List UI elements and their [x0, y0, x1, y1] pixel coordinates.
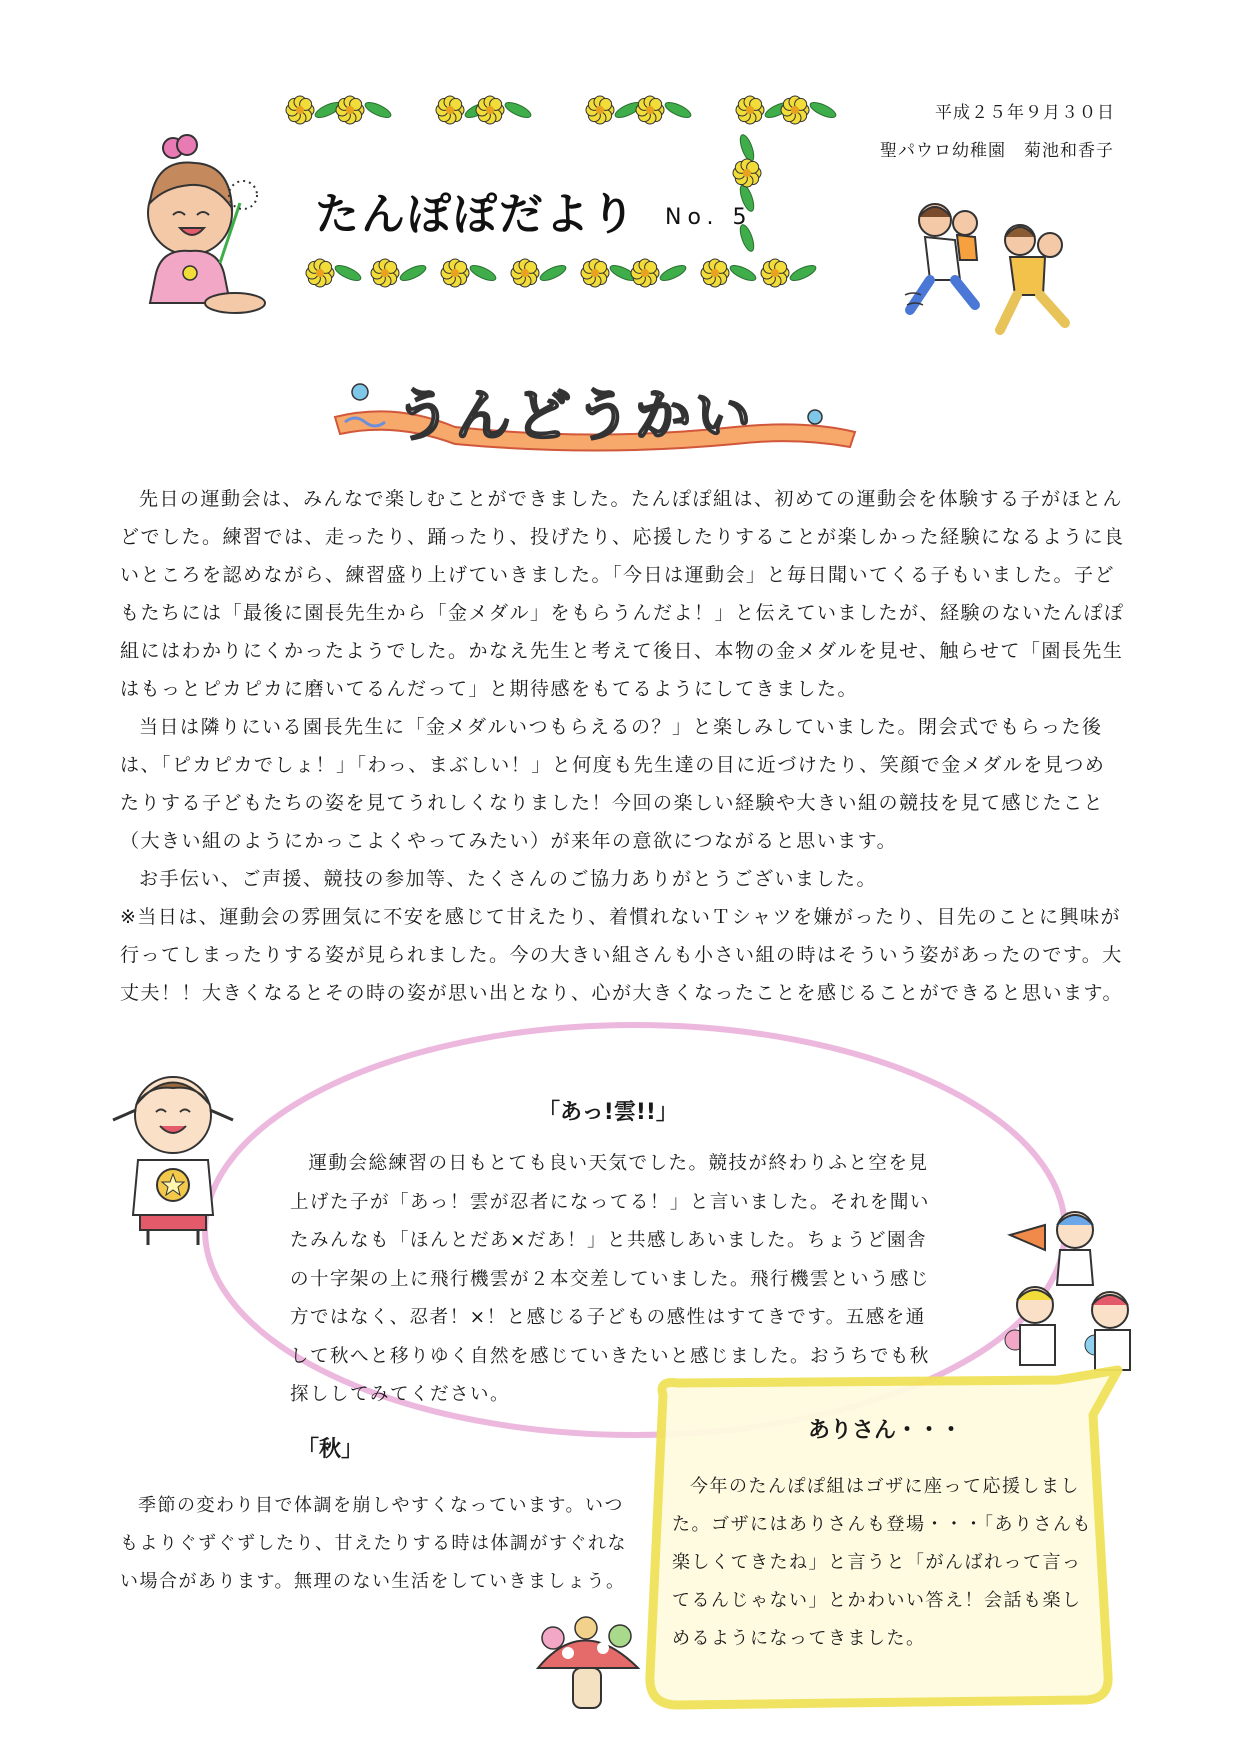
article-paragraph: 当日は隣りにいる園長先生に「金メダルいつもらえるの？」と楽しみしていました。閉会式でもらった後は、「ピカピカでしょ！」「わっ、まぶしい！」と何度も先生達の目に近づけたり、笑顔で金メダルを見つめたりする子どもたちの姿を見てうれしくなりました！今回の楽しい経験や大きい組の競技を見て感じたこと（大きい組のようにかっこよくやってみたい）が来年の意欲につながると思います。 — [120, 716, 1106, 852]
cloud-section-title: 「あっ!雲!!」 — [538, 1100, 678, 1125]
girl-with-dandelion-illustration — [148, 135, 265, 313]
leaf-icon — [333, 263, 363, 284]
leaf-icon — [538, 263, 568, 284]
cloud-section-text: 運動会総練習の日もとても良い天気でした。競技が終わりふと空を見上げた子が「あっ！雲が忍者になってる！」と言いました。それを聞いたみんなも「ほんとだあ×だあ！」と共感しあいました。ちょうど園舎の十字架の上に飛行機雲が２本交差していました。飛行機雲という感じ方ではなく、忍者！×！と感じる子どもの感性はすてきです。五感を通して秋へと移りゆく自然を感じていきたいと感じました。おうちでも秋探ししてみてください。 — [290, 1153, 931, 1405]
dandelion-flower-icon — [336, 96, 364, 124]
dandelion-flower-icon — [306, 259, 334, 287]
leaf-icon — [663, 100, 693, 121]
main-article — [120, 480, 1125, 1012]
author-line: 聖パウロ幼稚園 菊池和香子 — [880, 141, 1114, 161]
dandelion-flower-icon — [736, 96, 764, 124]
leaf-icon — [468, 263, 498, 284]
leaf-icon — [658, 263, 688, 284]
leaf-icon — [363, 100, 393, 121]
dandelion-flower-icon — [631, 259, 659, 287]
dandelion-flower-icon — [286, 96, 314, 124]
autumn-section-text: 季節の変わり目で体調を崩しやすくなっています。いつもよりぐずぐずしたり、甘えたりする時は体調がすぐれない場合があります。無理のない生活をしていきましょう。 — [120, 1495, 627, 1592]
parents-running-illustration — [905, 195, 1105, 345]
cheering-children-illustration — [995, 1195, 1145, 1385]
leaf-icon — [738, 133, 757, 163]
leaf-icon — [788, 263, 818, 284]
article-note: ※当日は、運動会の雰囲気に不安を感じて甘えたり、着慣れないＴシャツを嫌がったり、目先のことに興味が行ってしまったりする姿が見られました。今の大きい組さんも小さい組の時はそういう姿があったのです。大丈夫！！大きくなるとその時の姿が思い出となり、心が大きくなったことを感じることができると思います。 — [120, 906, 1123, 1004]
dandelion-flower-icon — [371, 259, 399, 287]
article-paragraph: お手伝い、ご声援、競技の参加等、たくさんのご協力ありがとうございました。 — [139, 868, 878, 890]
leaf-icon — [398, 263, 428, 284]
ants-section-title: ありさん・・・ — [808, 1418, 963, 1443]
leaf-icon — [503, 100, 533, 121]
issue-date: 平成２５年９月３０日 — [935, 103, 1115, 123]
autumn-section-title: 「秋」 — [297, 1437, 364, 1462]
autumn-section-body — [120, 1487, 640, 1601]
dandelion-flower-icon — [581, 259, 609, 287]
dandelion-flower-icon — [441, 259, 469, 287]
dandelion-flower-icon — [586, 96, 614, 124]
dandelion-flower-icon — [733, 159, 761, 187]
dandelion-flower-icon — [701, 259, 729, 287]
ants-section-text: 今年のたんぽぽ組はゴザに座って応援しました。ゴザにはありさんも登場・・・「ありさんも楽しくてきたね」と言うと「がんばれって言ってるんじゃない」とかわいい答え！会話も楽しめるようになってきました。 — [672, 1476, 1092, 1649]
dandelion-flower-icon — [436, 96, 464, 124]
dandelion-flower-icon — [781, 96, 809, 124]
dandelion-flower-icon — [476, 96, 504, 124]
dandelion-flower-icon — [636, 96, 664, 124]
dandelion-flower-icon — [761, 259, 789, 287]
article-paragraph: 先日の運動会は、みんなで楽しむことができました。たんぽぽ組は、初めての運動会を体験する子がほとんどでした。練習では、走ったり、踊ったり、投げたり、応援したりすることが楽しかった経験になるように良いところを認めながら、練習盛り上げていきました。「今日は運動会」と毎日聞いてくる子もいました。子どもたちには「最後に園長先生から「金メダル」をもらうんだよ！」と伝えていましたが、経験のないたんぽぽ組にはわかりにくかったようでした。かなえ先生と考えて後日、本物の金メダルを見せ、触らせて「園長先生はもっとピカピカに磨いてるんだって」と期待感をもてるようにしてきました。 — [120, 488, 1125, 700]
mushroom-animals-illustration — [528, 1608, 648, 1713]
girl-with-medal-illustration — [108, 1060, 238, 1260]
sports-day-heading: うんどうかい — [395, 384, 755, 449]
dandelion-flower-icon — [511, 259, 539, 287]
newsletter-title: たんぽぽだより — [315, 189, 637, 240]
ants-section-body — [672, 1468, 1092, 1658]
issue-number: No. 5 — [665, 205, 753, 230]
leaf-icon — [808, 100, 838, 121]
leaf-icon — [728, 263, 758, 284]
